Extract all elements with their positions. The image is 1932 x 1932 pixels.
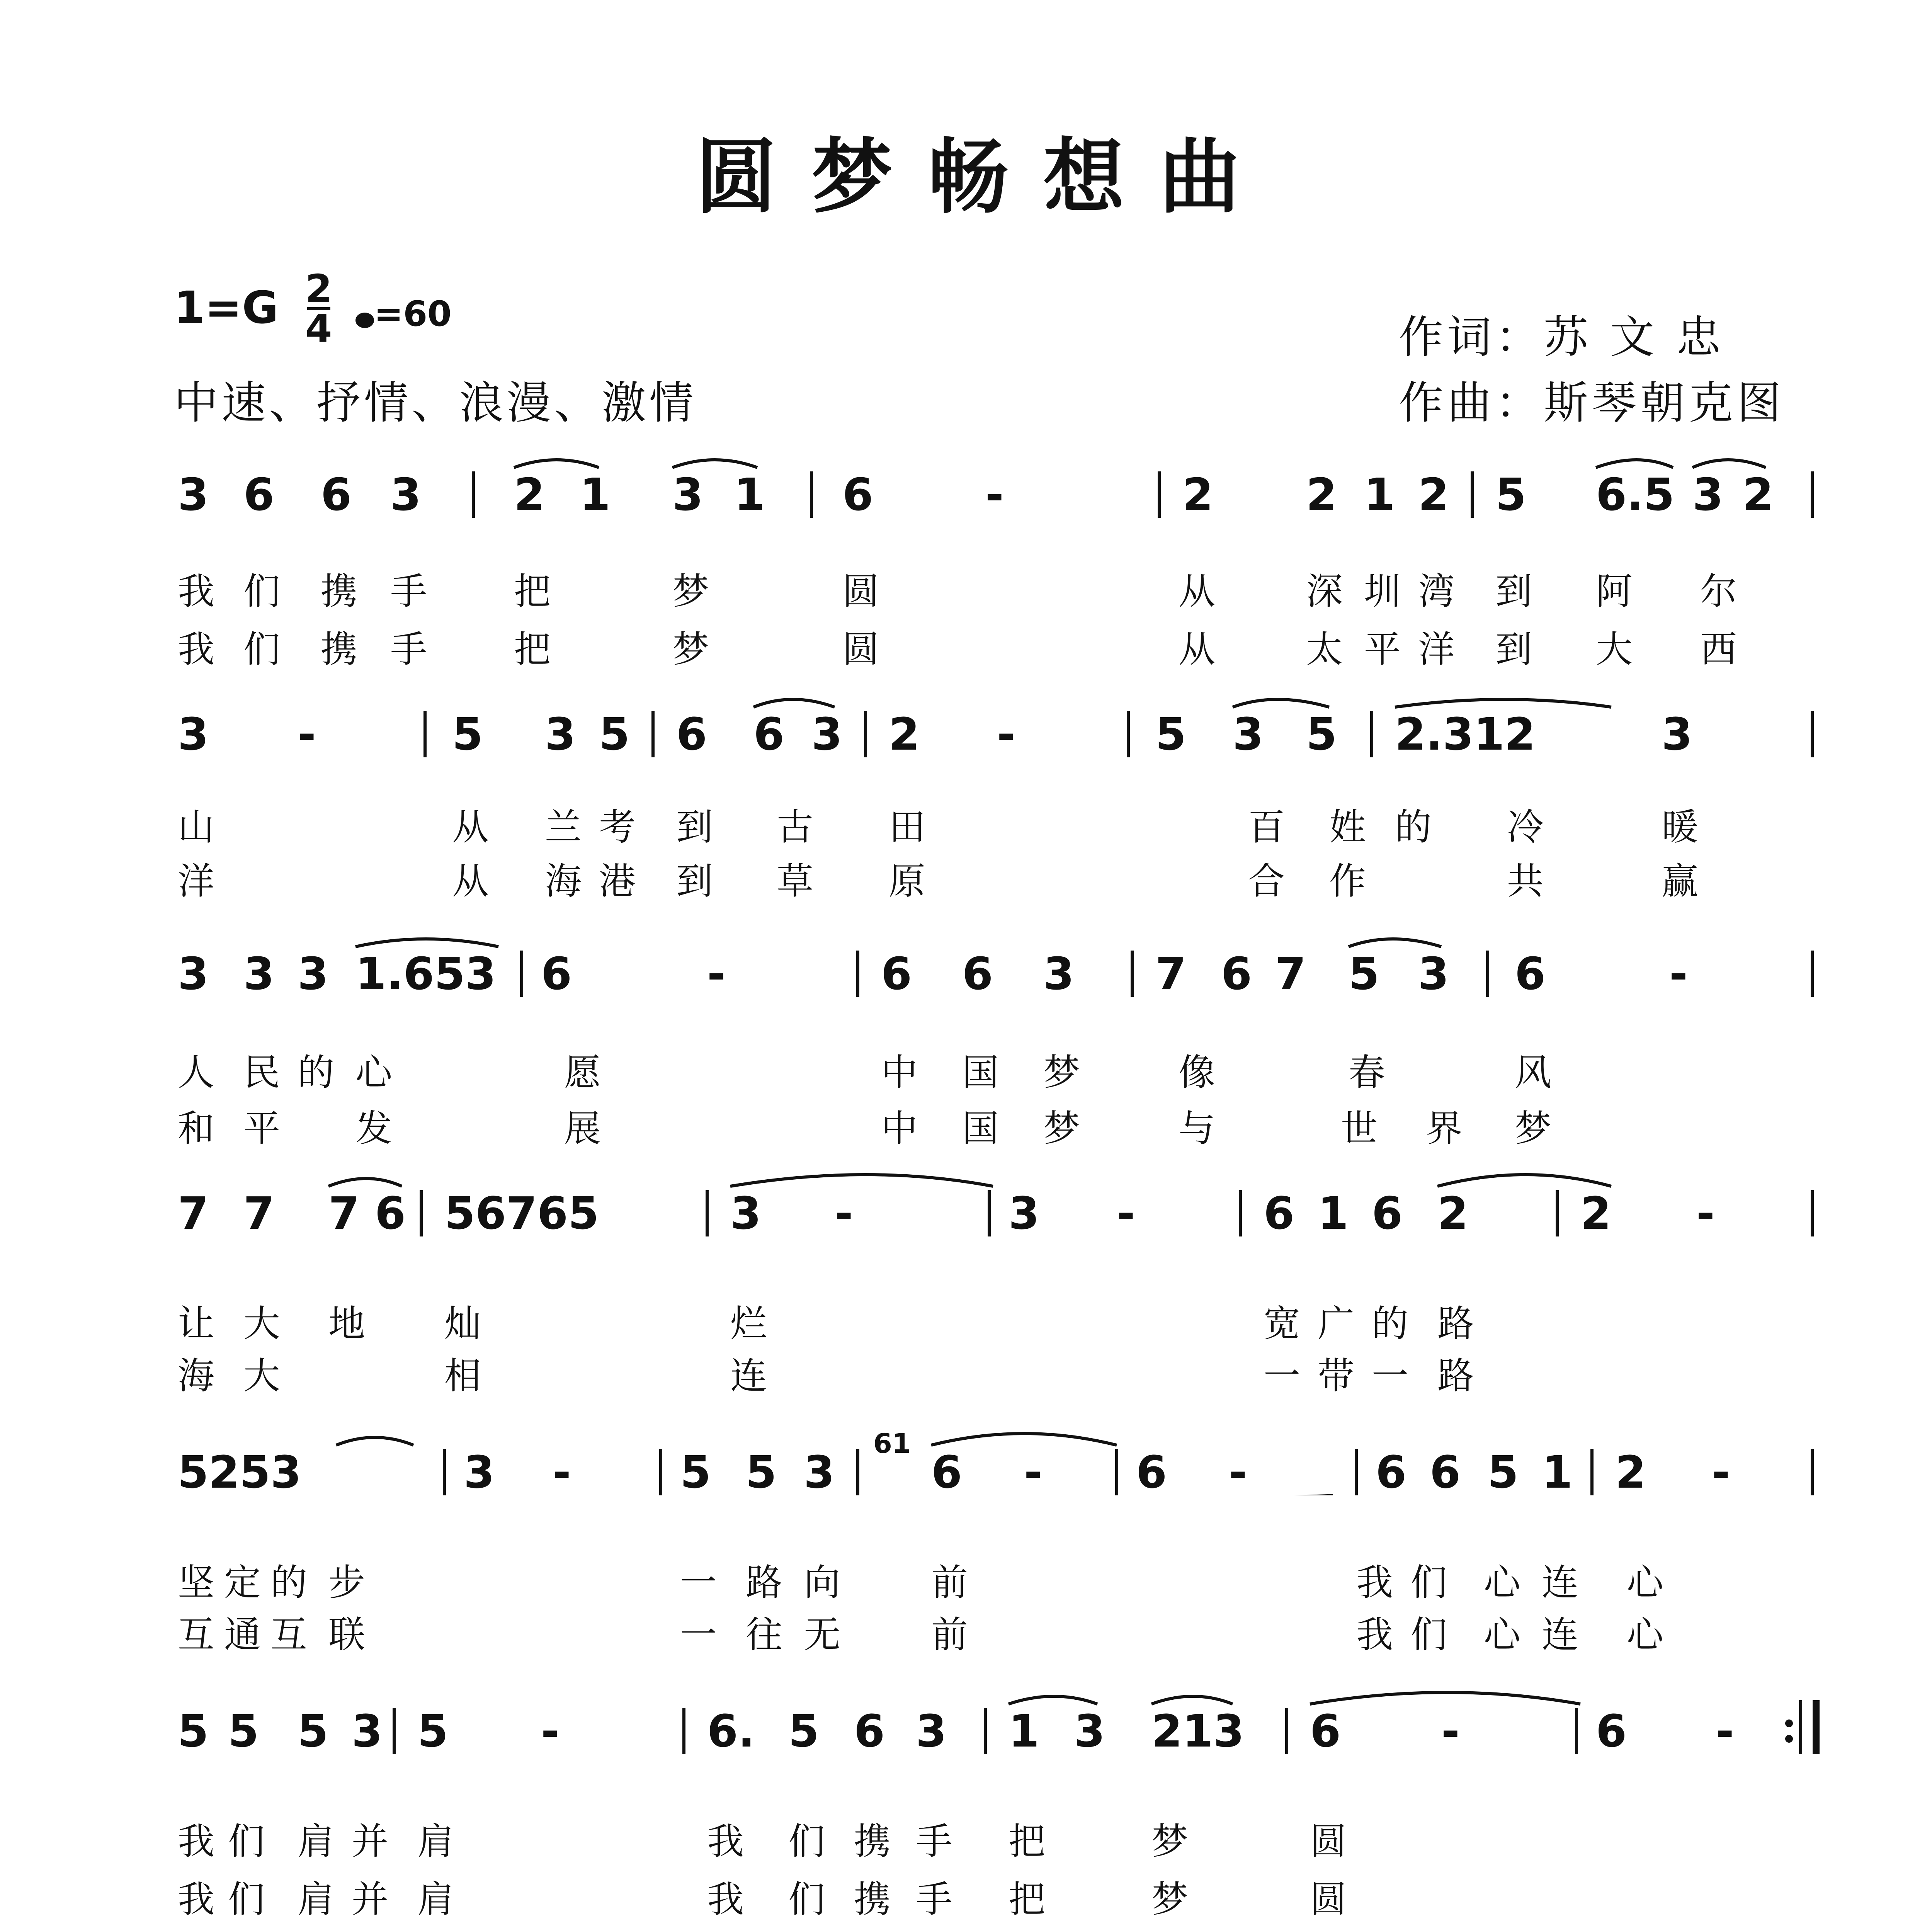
tempo-value: =60 xyxy=(374,294,452,334)
svg-text:6: 6 xyxy=(243,469,275,518)
svg-text:6: 6 xyxy=(541,948,572,997)
svg-text:1: 1 xyxy=(1318,1188,1349,1236)
svg-text:5: 5 xyxy=(452,709,483,757)
svg-text:3: 3 xyxy=(178,948,209,997)
svg-text:7: 7 xyxy=(178,1188,209,1236)
lyrics-verse1-line2: 山 从 兰 考 到 古 田 百 姓 的 冷 暖 xyxy=(178,806,1699,849)
svg-text:-: - xyxy=(1024,1447,1043,1495)
svg-text:2: 2 xyxy=(514,469,545,518)
svg-text:-: - xyxy=(1229,1447,1247,1495)
svg-text:3: 3 xyxy=(1418,948,1449,997)
svg-text:1: 1 xyxy=(1009,1706,1040,1754)
svg-text:2: 2 xyxy=(1437,1188,1469,1236)
svg-text:6.5: 6.5 xyxy=(1596,469,1675,518)
time-signature xyxy=(305,266,332,351)
svg-text:1: 1 xyxy=(1542,1447,1573,1495)
lyrics-verse2-line3: 和 平 发 展 中 国 梦 与 世 界 梦 xyxy=(178,1107,1552,1150)
svg-text:6: 6 xyxy=(321,469,352,518)
svg-text:2.312: 2.312 xyxy=(1395,709,1536,757)
svg-text:2: 2 xyxy=(1306,469,1337,518)
svg-text:6: 6 xyxy=(1372,1188,1403,1236)
svg-text:1: 1 xyxy=(580,469,611,518)
svg-text:2: 2 xyxy=(1580,1188,1612,1236)
quarter-note-icon xyxy=(355,313,374,328)
notation-line-6 xyxy=(174,1685,1828,1754)
svg-text:1: 1 xyxy=(734,469,765,518)
svg-text:6: 6 xyxy=(1136,1447,1167,1495)
svg-text:3: 3 xyxy=(178,469,209,518)
svg-text:3: 3 xyxy=(1074,1706,1105,1754)
notation-line-3 xyxy=(174,927,1828,997)
svg-text:6: 6 xyxy=(1310,1706,1341,1754)
svg-text:5253: 5253 xyxy=(178,1447,302,1495)
svg-text:7: 7 xyxy=(243,1188,275,1236)
lyrics-verse1-line3: 人 民 的 心 愿 中 国 梦 像 春 风 xyxy=(178,1051,1552,1094)
svg-text:3: 3 xyxy=(464,1447,495,1495)
svg-text:5: 5 xyxy=(1349,948,1380,997)
svg-text:6: 6 xyxy=(931,1447,963,1495)
tempo-marking xyxy=(355,294,452,334)
svg-text:2: 2 xyxy=(1418,469,1449,518)
svg-text:6: 6 xyxy=(1430,1447,1461,1495)
lyrics-verse1-line4: 让 大 地 灿 烂 宽 广 的 路 xyxy=(178,1303,1475,1345)
svg-text:-: - xyxy=(1441,1706,1460,1754)
notation-line-4 xyxy=(174,1167,1828,1236)
svg-text:5: 5 xyxy=(1155,709,1187,757)
svg-text:5: 5 xyxy=(788,1706,820,1754)
svg-text:-: - xyxy=(1117,1188,1135,1236)
svg-text:1.653: 1.653 xyxy=(355,948,496,997)
svg-text:5: 5 xyxy=(228,1706,259,1754)
svg-text:1: 1 xyxy=(1364,469,1395,518)
svg-text:3: 3 xyxy=(390,469,422,518)
svg-text:3: 3 xyxy=(178,709,209,757)
svg-text:5: 5 xyxy=(599,709,630,757)
notation-line-2 xyxy=(174,688,1828,757)
svg-text:3: 3 xyxy=(916,1706,947,1754)
svg-text:3: 3 xyxy=(545,709,576,757)
svg-text:6: 6 xyxy=(1376,1447,1407,1495)
svg-text:3: 3 xyxy=(243,948,275,997)
time-signature-top: 2 xyxy=(305,266,332,311)
svg-text:-: - xyxy=(835,1188,853,1236)
svg-text:-: - xyxy=(985,469,1004,518)
svg-text:-: - xyxy=(553,1447,571,1495)
style-marking: 中速、抒情、浪漫、激情 xyxy=(174,377,697,429)
svg-text:3: 3 xyxy=(1662,709,1693,757)
svg-text:6: 6 xyxy=(753,709,785,757)
svg-text:-: - xyxy=(541,1706,560,1754)
svg-text:-: - xyxy=(997,709,1015,757)
svg-text:3: 3 xyxy=(1043,948,1075,997)
lyrics-verse2-line1: 我 们 携 手 把 梦 圆 从 太 平 洋 到 大 西 xyxy=(178,628,1737,671)
lyrics-verse2-line5: 互 通 互 联 一 往 无 前 我 们 心 连 心 xyxy=(178,1614,1664,1656)
svg-text:-: - xyxy=(1669,948,1688,997)
svg-text:3: 3 xyxy=(804,1447,835,1495)
lyricist-credit: 作词：苏 文 忠 xyxy=(1399,311,1725,363)
svg-text:3: 3 xyxy=(730,1188,762,1236)
svg-text:5: 5 xyxy=(1495,469,1527,518)
song-title: 圆梦畅想曲 xyxy=(695,129,1275,224)
svg-text:3: 3 xyxy=(672,469,704,518)
svg-text:3: 3 xyxy=(1009,1188,1040,1236)
svg-text:2: 2 xyxy=(1182,469,1214,518)
svg-text:6: 6 xyxy=(1515,948,1546,997)
svg-text:-: - xyxy=(1712,1447,1730,1495)
svg-text:5: 5 xyxy=(298,1706,329,1754)
svg-text:3: 3 xyxy=(1233,709,1264,757)
svg-text:6: 6 xyxy=(375,1188,406,1236)
svg-text:6: 6 xyxy=(854,1706,885,1754)
lyrics-verse1-line5: 坚 定 的 步 一 路 向 前 我 们 心 连 心 xyxy=(178,1561,1664,1604)
lyrics-verse2-line4: 海 大 相 连 一 带 一 路 xyxy=(178,1355,1475,1397)
svg-text:2: 2 xyxy=(1615,1447,1646,1495)
notation-line-5 xyxy=(174,1426,1828,1495)
svg-text:2: 2 xyxy=(1743,469,1774,518)
svg-text:61: 61 xyxy=(873,1428,911,1459)
lyrics-verse2-line6: 我 们 肩 并 肩 我 们 携 手 把 梦 圆 xyxy=(178,1878,1347,1921)
svg-text:6: 6 xyxy=(881,948,912,997)
svg-text:3: 3 xyxy=(352,1706,383,1754)
svg-text:-: - xyxy=(298,709,316,757)
svg-text:213: 213 xyxy=(1151,1706,1245,1754)
svg-text:5: 5 xyxy=(1306,709,1337,757)
svg-text:6: 6 xyxy=(1596,1706,1627,1754)
svg-text:-: - xyxy=(1696,1188,1715,1236)
svg-text:3: 3 xyxy=(1692,469,1724,518)
svg-text:6: 6 xyxy=(1264,1188,1295,1236)
svg-text:3: 3 xyxy=(811,709,843,757)
composer-credit: 作曲：斯琴朝克图 xyxy=(1399,377,1786,429)
lyrics-verse1-line1: 我 们 携 手 把 梦 圆 从 深 圳 湾 到 阿 尔 xyxy=(178,570,1737,613)
svg-text:6: 6 xyxy=(1221,948,1252,997)
svg-text:-: - xyxy=(707,948,726,997)
lyrics-verse2-line2: 洋 从 海 港 到 草 原 合 作 共 赢 xyxy=(178,860,1699,903)
svg-text:6: 6 xyxy=(842,469,874,518)
svg-text:3: 3 xyxy=(298,948,329,997)
svg-text:6.: 6. xyxy=(707,1706,755,1754)
svg-text:7: 7 xyxy=(328,1188,360,1236)
svg-text:5: 5 xyxy=(746,1447,777,1495)
svg-text:7: 7 xyxy=(1275,948,1306,997)
notation-line-1 xyxy=(174,448,1828,518)
svg-text:5: 5 xyxy=(417,1706,449,1754)
svg-text:5: 5 xyxy=(178,1706,209,1754)
svg-text:5: 5 xyxy=(1488,1447,1519,1495)
time-signature-bottom: 4 xyxy=(305,306,332,351)
svg-text:6: 6 xyxy=(962,948,993,997)
lyrics-verse1-line6: 我 们 肩 并 肩 我 们 携 手 把 梦 圆 xyxy=(178,1820,1347,1863)
svg-text:56765: 56765 xyxy=(444,1188,599,1236)
svg-text:7: 7 xyxy=(1155,948,1187,997)
key-signature: 1=G xyxy=(174,282,279,334)
svg-text:-: - xyxy=(1716,1706,1734,1754)
svg-text:6: 6 xyxy=(676,709,707,757)
svg-text:2: 2 xyxy=(889,709,920,757)
svg-text:5: 5 xyxy=(680,1447,711,1495)
